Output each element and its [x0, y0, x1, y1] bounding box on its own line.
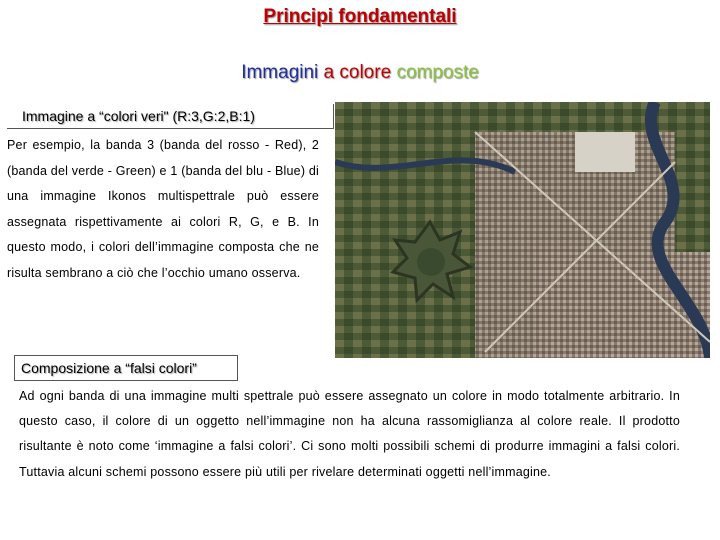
subtitle-word-immagini: Immagini — [241, 62, 319, 83]
section1-heading: Immagine a “colori veri" (R:3,G:2,B:1) — [22, 108, 255, 124]
slide-title: Principi fondamentali — [263, 6, 457, 27]
satellite-image — [335, 102, 710, 358]
satellite-image-icon — [335, 102, 710, 358]
section2-paragraph: Ad ogni banda di una immagine multi spettrale può essere assegnato un colore in modo totalmente arbitrario. In questo caso, il colore di un oggetto nell’immagine non ha alcuna rassomiglianza al colore reale. Il prodotto risultante è noto come ‘immagine a falsi colori’. Ci sono molti possibili schemi di produrre immagini a falsi colori. Tuttavia alcuni schemi possono essere più utili per rivelare determinati oggetti nell’immagine. — [19, 389, 680, 479]
subtitle-word-a-colore: a colore — [323, 62, 392, 83]
section1-paragraph: Per esempio, la banda 3 (banda del rosso - Red), 2 (banda del verde - Green) e 1 (banda del blu - Blue) di una immagine Ikonos multispettrale può essere assegnata rispettivamente ai colori R, G, e B. In questo modo, i colori dell’immagine composta che ne risulta sembrano a ciò che l’occhio umano osserva. — [7, 138, 319, 280]
slide-subtitle — [0, 62, 720, 84]
subtitle-word-composte: composte — [396, 62, 479, 83]
section2-heading: Composizione a “falsi colori” — [21, 360, 197, 376]
